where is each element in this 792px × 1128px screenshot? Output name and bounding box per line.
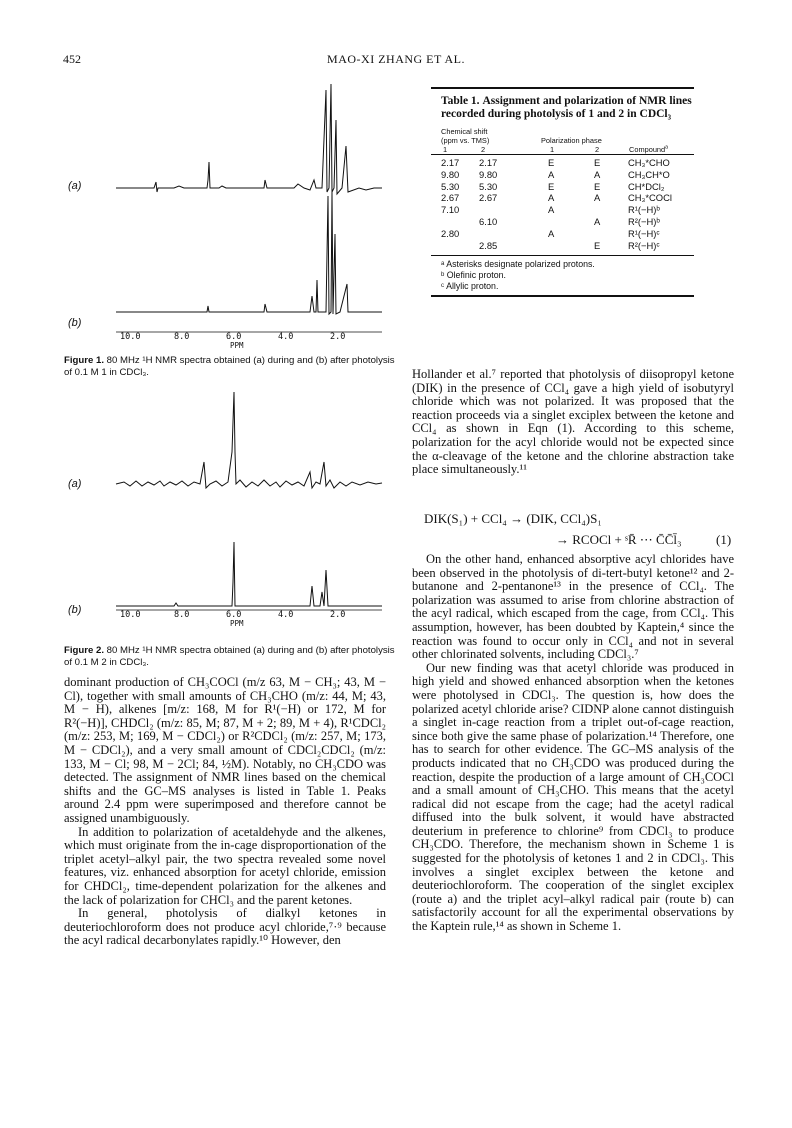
- table-footnote: ᵇ Olefinic proton.: [441, 270, 506, 281]
- fig2-tick-6: 6.0: [226, 610, 242, 620]
- th-col1: 1: [443, 145, 448, 154]
- th-shift: Chemical shift: [441, 127, 488, 136]
- th-col3: 1: [550, 145, 555, 154]
- fig1-caption-label: Figure 1.: [64, 355, 104, 366]
- equation-line-1: DIK(S₁) + CCl₄ → (DIK, CCl₄)S₁: [424, 511, 602, 526]
- right-column: [412, 368, 734, 477]
- th-compound: Compound$^a$: [629, 144, 669, 154]
- fig2-tick-8: 8.0: [174, 610, 190, 620]
- equation-number: (1): [716, 532, 732, 547]
- figure-2-caption: [64, 645, 399, 669]
- paragraph: Our new finding was that acetyl chloride was produced in high yield and showed enhanced absorption when the ketones were photolysed in CDCl₃. The question is, how does the polarized acetyl chloride arise? CIDNP alone cannot distinguish a singlet in-cage reaction from a triplet out-of-cage reaction, since both give the same phase of polarization.¹⁴ Therefore, one has to search for other evidence. The GC–MS analysis of the products indicated that no CH₃CDO was produced during the reaction, despite the production of a large amount of CH₃COCl and a small amount of CH₃CHO. This means that the acetyl radical did not escape from the cage; had the acetyl radical diffused into the bulk solvent, it would have abstracted deuterium in preference to chlorine⁹ from CDCl₃ to produce CH₃CDO. Therefore, the mechanism shown in Scheme 1 is suggested for the photolysis of ketones 1 and 2 in CDCl₃. This involves a singlet exciplex between the ketone and deuteriochloroform. The cooperation of the singlet exciplex (route a) and the triplet acyl–alkyl radical pair (route b) can satisfactorily account for all the experimental observations by the Kaptein rule,¹⁴ as shown in Scheme 1.: [412, 660, 734, 934]
- fig2-spectrum-a: [116, 392, 382, 488]
- fig1-spectrum-a: [116, 84, 382, 194]
- fig2-caption-text: 80 MHz ¹H NMR spectra obtained (a) during and (b) after photolysis of 0.1 M 2 in CDCl₃.: [64, 645, 395, 668]
- table-row: 2.67 2.67 A A CH₃*COCl: [441, 192, 672, 204]
- paragraph: Hollander et al.⁷ reported that photolysis of diisopropyl ketone (DIK) in the presence of CCl₄ gave a high yield of isobutyryl chloride which was not polarized. It was proposed that the reaction proceeds via a singlet exciplex between the ketone and CCl₄ as shown in Eqn (1). According to this scheme, polarization for the acyl chloride would not be expected since the α-cleavage of the ketone and the chlorine abstraction take place simultaneously.¹¹: [412, 367, 734, 477]
- table-1-body: [431, 157, 694, 251]
- fig1-tick-10: 10.0: [120, 332, 141, 342]
- table-1: [431, 87, 694, 297]
- th-col2: 2: [481, 145, 486, 154]
- running-title: MAO-XI ZHANG ET AL.: [327, 52, 465, 66]
- left-column: [64, 676, 386, 948]
- th-col4: 2: [595, 145, 600, 154]
- table-row: 9.80 9.80 A A CH₃CH*O: [441, 168, 670, 180]
- fig2-caption-label: Figure 2.: [64, 645, 104, 656]
- table-footnote: ᶜ Allylic proton.: [441, 281, 499, 292]
- fig2-tick-2: 2.0: [330, 610, 346, 620]
- fig2-spectrum-b: [116, 542, 382, 606]
- paragraph: In general, photolysis of dialkyl ketones in deuteriochloroform does not produce acyl chloride,⁷·⁹ because the acyl radical decarbonylates rapidly.¹⁰ However, den: [64, 906, 386, 948]
- fig1-tick-2: 2.0: [330, 332, 346, 342]
- figure-1-spectra: [64, 84, 394, 354]
- fig1-panel-b-label: (b): [68, 317, 82, 329]
- paragraph: dominant production of CH₃COCl (m/z 63, M − CH₃; 43, M − Cl), together with small amounts of CH₃CHO (m/z: 44, M; 43, M − H), alkenes [m/z: 168, M for R¹(−H) or 172, M for R²(−H)], CHDCl₂ (m/z: 85, M; 87, M + 2; 89, M + 4), R¹CDCl₂ (m/z: 253, M; 169, M − CDCl₂) or R²CDCl₂ (m/z: 257, M; 173, M − CDCl₂), and a very small amount of CDCl₂CDCl₂ (m/z: 133, M − Cl; 98, M − 2Cl; 84, ½M). Notably, no CH₃CDO was detected. The assignment of NMR lines based on the chemical shifts and the GC–MS analyses is listed in Table 1. Peaks around 2.4 ppm were superimposed and therefore cannot be assigned unambiguously.: [64, 675, 386, 825]
- table-row: 7.10 A R¹(−H)ᵇ: [441, 204, 660, 216]
- th-shift-unit: (ppm vs. TMS): [441, 136, 490, 145]
- table-1-title: [441, 95, 694, 121]
- table-1-title-text: Assignment and polarization of NMR lines recorded during photolysis of 1 and 2 in CDCl₃: [441, 95, 692, 120]
- right-column-cont: [412, 553, 734, 934]
- fig1-tick-4: 4.0: [278, 332, 294, 342]
- th-phase: Polarization phase: [541, 136, 602, 145]
- page-number: 452: [63, 52, 81, 66]
- fig2-tick-10: 10.0: [120, 610, 141, 620]
- page-header: [0, 52, 792, 70]
- fig1-tick-6: 6.0: [226, 332, 242, 342]
- table-1-label: Table 1.: [441, 95, 480, 107]
- table-row: 2.17 2.17 E E CH₃*CHO: [441, 157, 670, 168]
- figure-1-plot: [64, 84, 394, 354]
- figure-2-spectra: [64, 392, 394, 642]
- paragraph: In addition to polarization of acetaldehyde and the alkenes, which must originate from the in-cage disproportionation of the triplet acetyl–alkyl pair, the two spectra revealed some novel features, viz. enhanced absorption for acetyl chloride, emission for CHDCl₂, time-dependent polarization for the alkenes and the lack of polarization for CHCl₃ and the parent ketones.: [64, 824, 386, 907]
- figure-1-caption: [64, 355, 399, 379]
- fig2-panel-b-label: (b): [68, 604, 82, 616]
- fig1-caption-text: 80 MHz ¹H NMR spectra obtained (a) during and (b) after photolysis of 0.1 M 1 in CDCl₃.: [64, 355, 395, 378]
- equation-line-2: → RCOCl + ˢR̄ ⋯ C̄C̄l̄₃: [556, 532, 682, 547]
- table-row: 2.80 A R¹(−H)ᶜ: [441, 227, 660, 239]
- table-footnote: ᵃ Asterisks designate polarized protons.: [441, 259, 595, 270]
- fig1-spectrum-b: [116, 192, 382, 314]
- table-1-header: [431, 127, 694, 154]
- table-row: 6.10 A R²(−H)ᵇ: [479, 215, 660, 227]
- table-row: 5.30 5.30 E E CH*DCl₂: [441, 180, 665, 192]
- paragraph: On the other hand, enhanced absorptive acyl chlorides have been observed in the photolysis of di-tert-butyl ketone¹² and 2-butanone and 2-pentanone¹³ in the presence of CCl₄. The polarization was assumed to arise from chlorine abstraction of the acyl radical, which escaped from the cage, from CCl₄. This assumption, however, has been doubted by Kaptein,⁴ since the reaction was found to occur only in CCl₄ and not in several other chlorinated solvents, including CDCl₃.⁷: [412, 552, 734, 662]
- fig1-panel-a-label: (a): [68, 180, 82, 192]
- figure-2-plot: [64, 392, 394, 642]
- table-row: 2.85 E R²(−H)ᶜ: [479, 239, 660, 251]
- fig1-tick-8: 8.0: [174, 332, 190, 342]
- fig2-tick-4: 4.0: [278, 610, 294, 620]
- fig2-axis-unit: PPM: [230, 619, 244, 628]
- fig2-panel-a-label: (a): [68, 478, 82, 490]
- fig1-axis-unit: PPM: [230, 341, 244, 350]
